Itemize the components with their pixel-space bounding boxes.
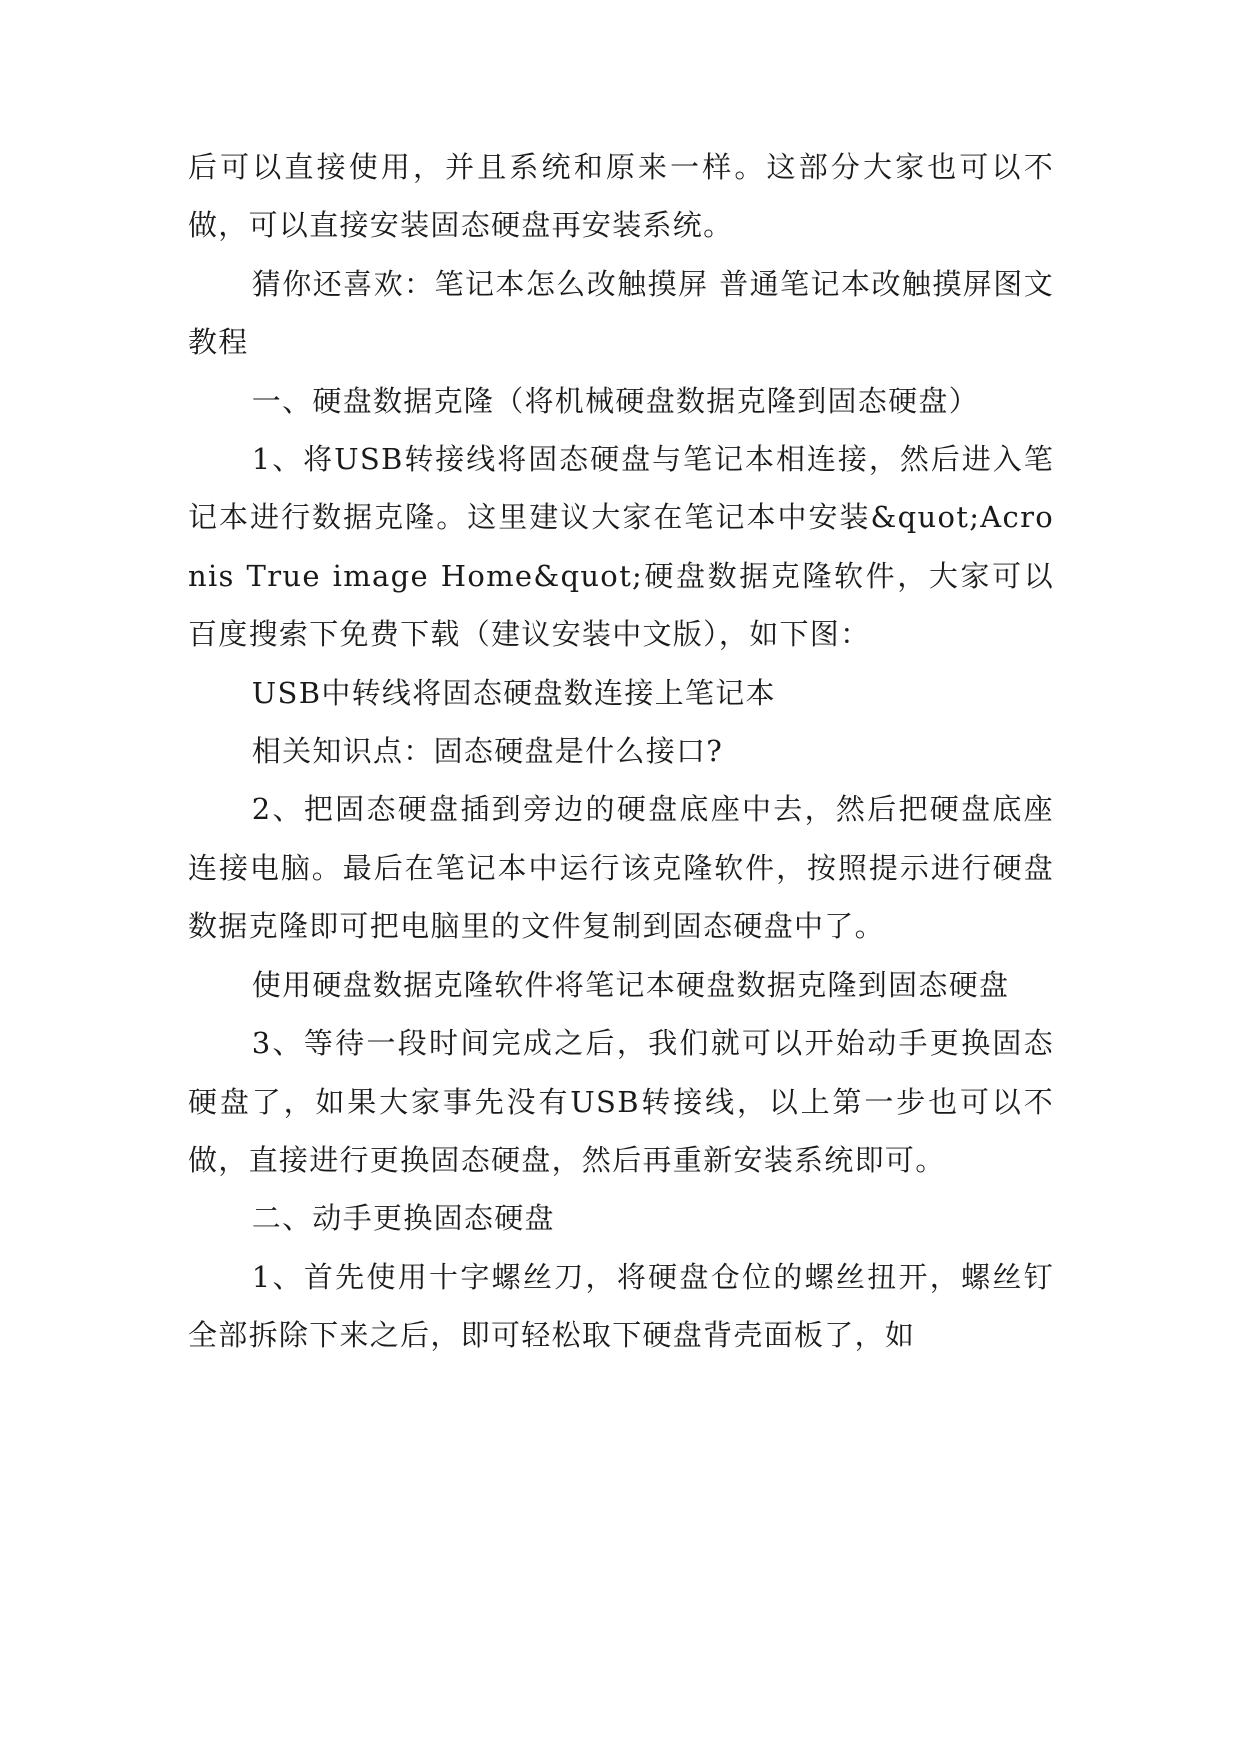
image-caption-1: USB中转线将固态硬盘数连接上笔记本 xyxy=(251,675,776,710)
document-body xyxy=(188,138,1054,1365)
section-heading-2: 二、动手更换固态硬盘 xyxy=(251,1201,555,1236)
paragraph-2: 猜你还喜欢：笔记本怎么改触摸屏 普通笔记本改触摸屏图文教程 xyxy=(188,266,1054,360)
paragraph-4: 2、把固态硬盘插到旁边的硬盘底座中去，然后把硬盘底座连接电脑。最后在笔记本中运行该克隆软件，按照提示进行硬盘数据克隆即可把电脑里的文件复制到固态硬盘中了。 xyxy=(188,792,1054,944)
paragraph-3: 1、将USB转接线将固态硬盘与笔记本相连接，然后进入笔记本进行数据克隆。这里建议大家在笔记本中安装&quot;Acronis True image Home&quot;硬盘数据克隆软件，大家可以百度搜索下免费下载（建议安装中文版），如下图： xyxy=(188,442,1054,652)
paragraph-6: 1、首先使用十字螺丝刀，将硬盘仓位的螺丝扭开，螺丝钉全部拆除下来之后，即可轻松取下硬盘背壳面板了，如 xyxy=(188,1259,1054,1353)
section-heading-1: 一、硬盘数据克隆（将机械硬盘数据克隆到固态硬盘） xyxy=(251,383,979,418)
paragraph-5: 3、等待一段时间完成之后，我们就可以开始动手更换固态硬盘了，如果大家事先没有USB转接线，以上第一步也可以不做，直接进行更换固态硬盘，然后再重新安装系统即可。 xyxy=(188,1026,1054,1177)
paragraph-1: 后可以直接使用，并且系统和原来一样。这部分大家也可以不做，可以直接安装固态硬盘再安装系统。 xyxy=(188,150,1054,243)
related-link: 相关知识点：固态硬盘是什么接口? xyxy=(251,734,724,769)
image-caption-2: 使用硬盘数据克隆软件将笔记本硬盘数据克隆到固态硬盘 xyxy=(251,967,1010,1002)
